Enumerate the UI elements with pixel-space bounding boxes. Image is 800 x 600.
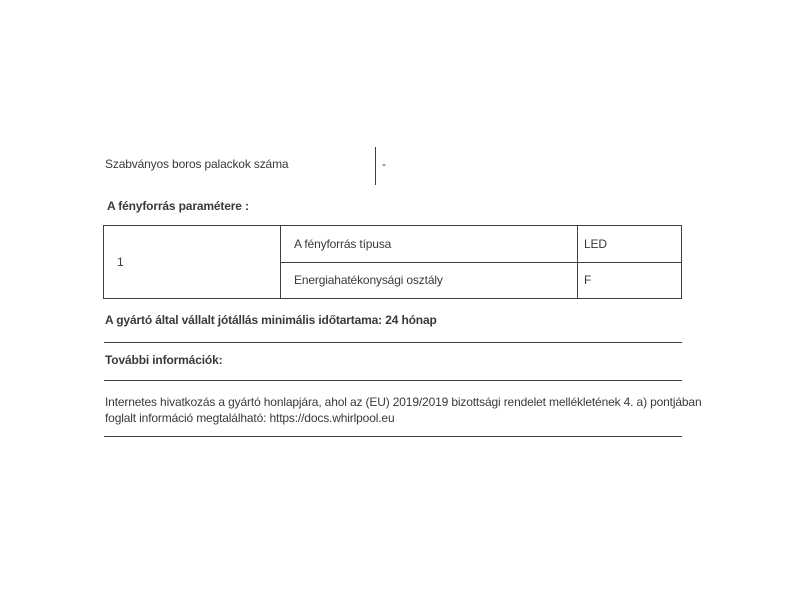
light-source-type-value: LED — [584, 236, 607, 251]
more-info-heading: További információk: — [105, 353, 223, 367]
energy-class-cell — [281, 263, 578, 299]
more-info-paragraph-line2 — [105, 410, 705, 426]
horizontal-rule-2 — [104, 380, 682, 381]
light-source-heading: A fényforrás paramétere : — [107, 199, 249, 213]
table-row — [281, 226, 681, 263]
energy-class-value-cell — [578, 263, 681, 299]
wine-bottles-value: - — [382, 157, 386, 171]
more-info-paragraph-line2-prefix: foglalt információ megtalálható: — [105, 411, 270, 425]
light-source-index-cell — [104, 226, 281, 298]
warranty-line: A gyártó által vállalt jótállás minimális időtartama: 24 hónap — [105, 313, 437, 327]
horizontal-rule-1 — [104, 342, 682, 343]
energy-class-value: F — [584, 273, 592, 288]
light-source-type-label: A fényforrás típusa — [294, 236, 392, 251]
light-source-table — [103, 225, 682, 299]
wine-bottles-cell-divider — [375, 147, 376, 185]
light-source-rows — [281, 226, 681, 298]
more-info-paragraph — [105, 394, 705, 426]
light-source-type-value-cell — [578, 226, 681, 262]
energy-class-label: Energiahatékonysági osztály — [294, 273, 443, 288]
manufacturer-docs-link[interactable]: https://docs.whirlpool.eu — [269, 411, 395, 425]
light-source-index: 1 — [117, 255, 124, 269]
wine-bottles-label: Szabványos boros palackok száma — [105, 157, 289, 171]
horizontal-rule-3 — [104, 436, 682, 437]
table-row — [281, 263, 681, 299]
more-info-paragraph-line1: Internetes hivatkozás a gyártó honlapjára, ahol az (EU) 2019/2019 bizottsági rendelet mellékletének 4. a) pontjában — [105, 395, 702, 409]
light-source-type-cell — [281, 226, 578, 262]
